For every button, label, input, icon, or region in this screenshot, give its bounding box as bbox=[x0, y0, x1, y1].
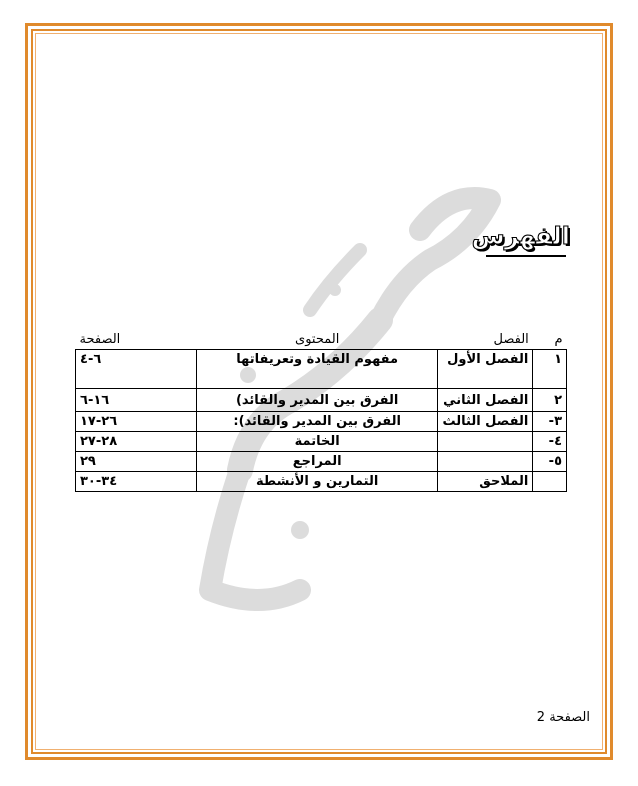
row-page: ٢٨-٢٧ bbox=[76, 432, 197, 452]
row-page: ٣٤-٣٠ bbox=[76, 472, 197, 492]
row-content: الفرق بين المدير والقائد): bbox=[196, 412, 438, 432]
title-underline bbox=[486, 255, 566, 257]
header-page: الصفحة bbox=[79, 332, 121, 347]
row-chapter: الفصل الأول bbox=[438, 350, 533, 389]
row-page: ٦-٤ bbox=[76, 350, 197, 389]
row-chapter: الفصل الثالث bbox=[438, 412, 533, 432]
row-chapter: الفصل الثاني bbox=[438, 389, 533, 412]
row-num: ٢ bbox=[533, 389, 567, 412]
row-num: ٥- bbox=[533, 452, 567, 472]
table-row bbox=[76, 412, 567, 432]
row-num: ١ bbox=[533, 350, 567, 389]
row-chapter: الملاحق bbox=[438, 472, 533, 492]
row-content: الفرق بين المدير والقائد) bbox=[196, 389, 438, 412]
header-num: م bbox=[554, 332, 563, 347]
row-page: ٢٩ bbox=[76, 452, 197, 472]
row-chapter bbox=[438, 452, 533, 472]
row-content: مفهوم القيادة وتعريفاتها bbox=[196, 350, 438, 389]
row-content: التمارين و الأنشطة bbox=[196, 472, 438, 492]
row-num: ٣- bbox=[533, 412, 567, 432]
row-page: ٢٦-١٧ bbox=[76, 412, 197, 432]
row-num: ٤- bbox=[533, 432, 567, 452]
table-row bbox=[76, 432, 567, 452]
table-header-row bbox=[76, 330, 567, 350]
page-title: الفهرس bbox=[471, 222, 570, 250]
header-content: المحتوى bbox=[295, 332, 340, 347]
table-row bbox=[76, 389, 567, 412]
table-row bbox=[76, 452, 567, 472]
toc-table bbox=[75, 330, 567, 492]
row-num bbox=[533, 472, 567, 492]
table-row bbox=[76, 472, 567, 492]
row-chapter bbox=[438, 432, 533, 452]
row-page: ١٦-٦ bbox=[76, 389, 197, 412]
page-number-footer: الصفحة 2 bbox=[536, 710, 590, 725]
table-row bbox=[76, 350, 567, 389]
row-content: المراجع bbox=[196, 452, 438, 472]
row-content: الخاتمة bbox=[196, 432, 438, 452]
header-chapter: الفصل bbox=[493, 332, 529, 347]
